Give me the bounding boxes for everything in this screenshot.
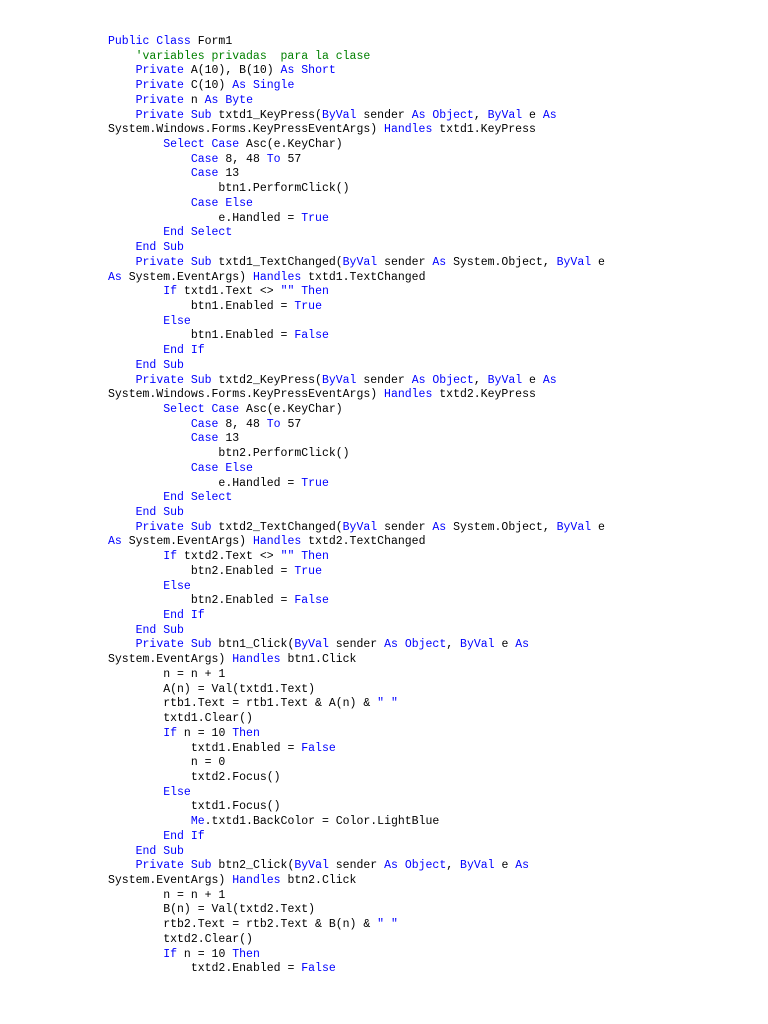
code-text: n (183, 93, 205, 107)
code-text: C(10) (183, 79, 233, 93)
code-text: e.Handled = (218, 476, 302, 490)
code-keyword: As (204, 93, 219, 107)
code-line (108, 609, 748, 624)
code-text: Asc(e.KeyChar) (239, 402, 343, 416)
code-indent (108, 712, 163, 725)
code-keyword: To (266, 152, 281, 166)
code-keyword: Public Class (108, 35, 191, 48)
code-keyword: "" (280, 285, 295, 299)
code-text: 57 (280, 417, 302, 431)
code-indent (108, 212, 218, 225)
code-keyword: ByVal (487, 108, 523, 122)
code-keyword: If (163, 550, 178, 564)
code-keyword: Single (252, 79, 295, 93)
code-keyword: Private Sub (135, 108, 212, 122)
code-keyword: True (294, 299, 322, 313)
code-keyword: End Select (163, 226, 233, 240)
code-line (108, 256, 748, 271)
code-line (108, 786, 748, 801)
code-indent (108, 859, 136, 872)
code-keyword: Then (232, 726, 260, 740)
code-text: e.Handled = (218, 211, 302, 225)
code-keyword: False (294, 594, 329, 608)
code-text: e (522, 108, 543, 122)
code-keyword: ByVal (294, 859, 329, 873)
code-line (108, 550, 748, 565)
code-keyword: True (294, 564, 322, 578)
code-keyword: As (108, 270, 122, 284)
code-text: txtd1.KeyPress (432, 123, 536, 137)
code-line (108, 462, 748, 477)
code-text: btn2_Click( (211, 859, 295, 873)
code-text: System.EventArgs) (121, 270, 253, 284)
code-keyword: End Sub (135, 506, 184, 519)
code-keyword: ByVal (487, 373, 523, 387)
code-keyword: Handles (252, 535, 302, 549)
code-line (108, 79, 748, 94)
code-line (108, 859, 748, 874)
code-keyword: Object (432, 373, 474, 387)
code-keyword: Case (190, 152, 219, 166)
code-line (108, 903, 748, 918)
code-text: txtd1.Text <> (177, 285, 281, 299)
code-line (108, 167, 748, 182)
code-listing (108, 35, 748, 977)
code-text: n = n + 1 (163, 888, 226, 902)
code-indent (108, 64, 136, 77)
code-indent (108, 638, 136, 651)
code-keyword: Byte (225, 93, 253, 107)
code-line (108, 697, 748, 712)
code-line (108, 315, 748, 330)
code-indent (108, 300, 191, 313)
code-indent (108, 521, 136, 534)
code-keyword: As (411, 373, 426, 387)
code-keyword: ByVal (460, 859, 495, 873)
code-text: n = 0 (190, 756, 226, 770)
code-indent (108, 609, 163, 622)
code-text: txtd2.TextChanged (301, 535, 426, 549)
code-text: sender (356, 108, 412, 122)
code-keyword: False (301, 741, 336, 755)
code-line (108, 344, 748, 359)
code-line (108, 182, 748, 197)
code-line (108, 403, 748, 418)
code-line (108, 830, 748, 845)
code-line (108, 565, 748, 580)
code-keyword: End If (163, 344, 205, 358)
code-indent (108, 329, 191, 342)
code-indent (108, 889, 163, 902)
code-keyword: ByVal (556, 520, 592, 534)
code-indent (108, 742, 191, 755)
code-line (108, 477, 748, 492)
code-indent (108, 50, 136, 63)
code-text: txtd2.Focus() (190, 770, 281, 784)
code-keyword: As (280, 64, 295, 78)
code-indent (108, 697, 163, 710)
code-indent (108, 624, 136, 637)
code-keyword: As (542, 108, 557, 122)
code-line (108, 948, 748, 963)
code-text: System.Object, (446, 520, 557, 534)
code-text: txtd1.TextChanged (301, 270, 426, 284)
code-text: 8, 48 (218, 152, 267, 166)
code-keyword: Then (301, 285, 329, 299)
code-keyword: ByVal (342, 255, 378, 269)
code-line (108, 580, 748, 595)
code-text: rtb2.Text = rtb2.Text & B(n) & (163, 918, 378, 932)
code-keyword: Case (190, 432, 219, 446)
code-keyword: Handles (232, 873, 281, 887)
code-line (108, 727, 748, 742)
code-keyword: End Select (163, 491, 233, 505)
code-keyword: Select Case (163, 402, 240, 416)
code-line (108, 800, 748, 815)
code-indent (108, 948, 163, 961)
code-keyword: Handles (252, 270, 302, 284)
code-keyword: As (411, 108, 426, 122)
code-text: .txtd1.BackColor = Color.LightBlue (204, 815, 440, 829)
code-text: btn1.Enabled = (190, 329, 295, 343)
code-text: sender (377, 520, 433, 534)
code-text: 8, 48 (218, 417, 267, 431)
code-text (246, 79, 253, 92)
code-indent (108, 109, 136, 122)
code-line (108, 874, 748, 889)
code-line (108, 447, 748, 462)
code-keyword: False (301, 962, 336, 976)
code-text: btn2.PerformClick() (218, 447, 350, 461)
code-text: txtd1.Clear() (163, 712, 253, 726)
code-indent (108, 374, 136, 387)
code-indent (108, 668, 163, 681)
code-text: e (494, 859, 516, 873)
code-keyword: Else (163, 579, 191, 593)
code-line (108, 653, 748, 668)
code-indent (108, 462, 191, 475)
code-line (108, 712, 748, 727)
code-keyword: False (294, 329, 329, 343)
code-text: System.EventArgs) (108, 873, 233, 887)
code-keyword: Case Else (190, 461, 253, 475)
code-indent (108, 580, 163, 593)
code-keyword: Case Else (190, 196, 253, 210)
code-line (108, 624, 748, 639)
code-keyword: Select Case (163, 138, 240, 152)
code-keyword: End Sub (135, 623, 184, 637)
code-line (108, 418, 748, 433)
code-keyword: ByVal (460, 638, 495, 652)
code-indent (108, 256, 136, 269)
code-line (108, 845, 748, 860)
code-indent (108, 359, 136, 372)
code-line (108, 668, 748, 683)
code-keyword: Handles (384, 388, 433, 402)
code-keyword: Object (404, 859, 447, 873)
code-line (108, 50, 748, 65)
code-text: System.Windows.Forms.KeyPressEventArgs) (108, 388, 385, 402)
code-line (108, 535, 748, 550)
code-text: 13 (218, 167, 240, 181)
code-keyword: End If (163, 829, 205, 843)
code-text: txtd1.Enabled = (190, 741, 302, 755)
code-keyword: As (515, 638, 530, 652)
code-line (108, 521, 748, 536)
code-indent (108, 830, 163, 843)
code-line (108, 94, 748, 109)
code-keyword: Short (301, 64, 336, 78)
code-indent (108, 477, 218, 490)
code-text: e (591, 255, 605, 269)
code-keyword: Private Sub (135, 638, 212, 652)
code-keyword: As (542, 373, 557, 387)
code-text: btn2.Click (280, 873, 357, 887)
code-keyword: ByVal (321, 373, 357, 387)
code-keyword: Handles (384, 123, 433, 137)
code-line (108, 491, 748, 506)
code-keyword: Private Sub (135, 255, 212, 269)
code-keyword: End Sub (135, 844, 184, 858)
code-text: e (494, 638, 516, 652)
code-keyword: Handles (232, 653, 281, 667)
code-indent (108, 285, 163, 298)
code-text: sender (328, 638, 385, 652)
code-keyword: " " (377, 697, 398, 711)
code-keyword: If (163, 947, 178, 961)
code-text: Form1 (190, 35, 233, 48)
code-text: e (591, 520, 605, 534)
code-keyword: Me (190, 815, 205, 829)
code-indent (108, 727, 163, 740)
code-indent (108, 800, 191, 813)
code-line (108, 359, 748, 374)
code-keyword: Private Sub (135, 373, 212, 387)
code-indent (108, 153, 191, 166)
code-line (108, 285, 748, 300)
code-text: txtd1_TextChanged( (211, 255, 343, 269)
code-line (108, 212, 748, 227)
code-text: n = 10 (177, 947, 233, 961)
code-text: btn2.Enabled = (190, 594, 295, 608)
code-keyword: As (232, 79, 247, 93)
code-indent (108, 197, 191, 210)
code-text: txtd2.Clear() (163, 932, 253, 946)
code-keyword: Object (404, 638, 447, 652)
code-line (108, 138, 748, 153)
code-line (108, 756, 748, 771)
code-text: txtd1.Focus() (190, 800, 281, 814)
code-text: btn1.Click (280, 653, 357, 667)
code-indent (108, 94, 136, 107)
code-keyword: If (163, 726, 178, 740)
code-text: n = n + 1 (163, 667, 226, 681)
code-text: , (473, 108, 488, 122)
code-keyword: " " (377, 918, 398, 932)
code-keyword: Private (135, 93, 184, 107)
code-indent (108, 845, 136, 858)
code-indent (108, 962, 191, 975)
code-indent (108, 756, 191, 769)
code-indent (108, 565, 191, 578)
code-text (398, 638, 405, 651)
code-indent (108, 771, 191, 784)
code-keyword: True (301, 211, 329, 225)
code-text: 13 (218, 432, 240, 446)
code-text: A(n) = Val(txtd1.Text) (163, 682, 316, 696)
code-keyword: To (266, 417, 281, 431)
code-line (108, 374, 748, 389)
code-text: B(n) = Val(txtd2.Text) (163, 903, 316, 917)
code-keyword: Case (190, 417, 219, 431)
code-line (108, 638, 748, 653)
code-keyword: "" (280, 550, 295, 564)
code-keyword: End If (163, 609, 205, 623)
code-line (108, 226, 748, 241)
code-line (108, 771, 748, 786)
code-keyword: Else (163, 785, 191, 799)
code-text: n = 10 (177, 726, 233, 740)
code-text: txtd2.KeyPress (432, 388, 536, 402)
code-indent (108, 815, 191, 828)
code-indent (108, 491, 163, 504)
code-keyword: Private (135, 64, 184, 78)
code-line (108, 742, 748, 757)
code-line (108, 271, 748, 286)
code-indent (108, 683, 163, 696)
code-indent (108, 241, 136, 254)
code-indent (108, 918, 163, 931)
code-line (108, 329, 748, 344)
code-line (108, 506, 748, 521)
code-keyword: Then (232, 947, 260, 961)
code-comment: 'variables privadas para la clase (135, 49, 371, 63)
code-text: System.Object, (446, 255, 557, 269)
code-text: System.Windows.Forms.KeyPressEventArgs) (108, 123, 385, 137)
code-text: txtd2.Text <> (177, 550, 281, 564)
code-keyword: End Sub (135, 241, 184, 255)
code-keyword: Then (301, 550, 329, 564)
code-line (108, 815, 748, 830)
code-keyword: Private (135, 79, 184, 93)
code-indent (108, 226, 163, 239)
code-text: System.EventArgs) (108, 653, 233, 667)
code-text: 57 (280, 152, 302, 166)
code-text: A(10), B(10) (183, 64, 281, 78)
code-keyword: As (108, 535, 122, 549)
code-indent (108, 933, 163, 946)
code-keyword: As (384, 638, 398, 652)
code-indent (108, 903, 163, 916)
code-keyword: ByVal (321, 108, 357, 122)
code-indent (108, 786, 163, 799)
code-text (398, 859, 405, 872)
code-text: txtd1_KeyPress( (211, 108, 322, 122)
code-line (108, 197, 748, 212)
code-indent (108, 403, 163, 416)
code-keyword: Private Sub (135, 520, 212, 534)
code-line (108, 123, 748, 138)
code-text: txtd2_TextChanged( (211, 520, 343, 534)
code-keyword: As (515, 859, 530, 873)
code-text: e (522, 373, 543, 387)
code-text: txtd2.Enabled = (190, 962, 302, 976)
code-keyword: If (163, 285, 178, 299)
code-indent (108, 315, 163, 328)
code-indent (108, 550, 163, 563)
code-text: sender (328, 859, 385, 873)
code-keyword: As (432, 255, 447, 269)
code-indent (108, 432, 191, 445)
code-keyword: Private Sub (135, 859, 212, 873)
code-indent (108, 167, 191, 180)
code-keyword: As (384, 859, 398, 873)
code-line (108, 35, 748, 50)
code-text: txtd2_KeyPress( (211, 373, 322, 387)
code-indent (108, 447, 218, 460)
code-line (108, 962, 748, 977)
code-keyword: As (432, 520, 447, 534)
code-text: Asc(e.KeyChar) (239, 138, 343, 152)
code-line (108, 153, 748, 168)
code-indent (108, 182, 218, 195)
code-keyword: True (301, 476, 329, 490)
code-indent (108, 344, 163, 357)
code-text: btn1.PerformClick() (218, 182, 350, 196)
code-text: System.EventArgs) (121, 535, 253, 549)
code-line (108, 300, 748, 315)
code-text: btn1_Click( (211, 638, 295, 652)
code-line (108, 241, 748, 256)
code-text: sender (356, 373, 412, 387)
code-indent (108, 506, 136, 519)
code-indent (108, 79, 136, 92)
code-keyword: ByVal (556, 255, 592, 269)
code-line (108, 918, 748, 933)
code-keyword: ByVal (294, 638, 329, 652)
code-line (108, 594, 748, 609)
code-line (108, 933, 748, 948)
code-keyword: End Sub (135, 358, 184, 372)
code-text: sender (377, 255, 433, 269)
code-text: , (446, 638, 461, 652)
code-line (108, 388, 748, 403)
code-text: , (473, 373, 488, 387)
code-keyword: ByVal (342, 520, 378, 534)
code-keyword: Object (432, 108, 474, 122)
code-keyword: Case (190, 167, 219, 181)
code-text: btn1.Enabled = (190, 299, 295, 313)
code-indent (108, 594, 191, 607)
code-indent (108, 138, 163, 151)
code-text: btn2.Enabled = (190, 564, 295, 578)
code-line (108, 432, 748, 447)
code-indent (108, 418, 191, 431)
code-line (108, 109, 748, 124)
code-text: , (446, 859, 461, 873)
code-text: rtb1.Text = rtb1.Text & A(n) & (163, 697, 378, 711)
code-keyword: Else (163, 314, 191, 328)
code-line (108, 889, 748, 904)
code-line (108, 683, 748, 698)
code-line (108, 64, 748, 79)
